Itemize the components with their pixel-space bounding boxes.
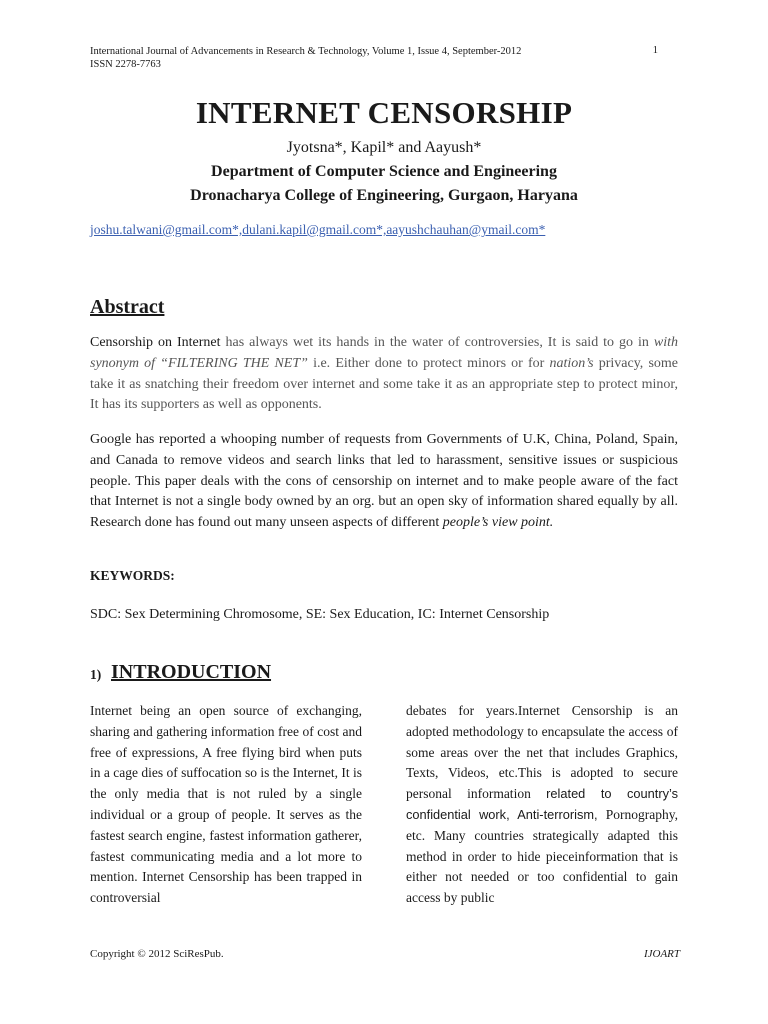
abstract-p2-text: Google has reported a whooping number of requests from Governments of U.K, China, Poland, Spain, and Canada to remove videos and search links that led to harassment, sensitive issues or suspicious people. This paper deals with the cons of censorship on internet and to make people aware of the fact that Internet is not a single body owned by an org. but an open sky of information shared equally by all. Research done has found out many unseen aspects of different (90, 432, 678, 531)
abstract-paragraph-1 (90, 333, 678, 416)
keywords-heading: KEYWORDS: (90, 568, 175, 583)
college: Dronacharya College of Engineering, Gurgaon, Haryana (190, 187, 578, 204)
intro-right-sans-text: related to country’s confidential work, Anti-terrorism, (406, 786, 678, 822)
authors: Jyotsna*, Kapil* and Aayush* (286, 139, 482, 156)
journal-abbreviation: IJOART (643, 948, 680, 960)
abstract-heading: Abstract (90, 296, 165, 318)
abstract-p1-lead: Censorship on Internet (90, 335, 221, 350)
abstract-paragraph-2 (90, 430, 678, 534)
page-number: 1 (652, 45, 658, 56)
abstract-p1-text-2: i.e. Either done to protect minors or for (307, 355, 550, 371)
abstract-p2-italic: people’s view point. (442, 515, 554, 531)
copyright-footer: Copyright © 2012 SciResPub. (90, 948, 224, 960)
department: Department of Computer Science and Engineering (211, 163, 557, 180)
abstract-p1-italic-2: nation’s (549, 355, 594, 371)
introduction-right-column (406, 701, 678, 909)
abstract-p1-italic: with synonym of “FILTERING THE NET” (90, 335, 679, 371)
intro-right-text: debates for years.Internet Censorship is an adopted methodology to encapsulate the access of some areas over the net that includes Graphics, Texts, Videos, etc.This is adopted to secure personal information (406, 703, 678, 802)
introduction-left-column: Internet being an open source of exchanging, sharing and gathering information free of cost and free of expressions, A free flying bird when puts in a cage dies of suffocation so is the Internet, It is the only media that is not ruled by a single individual or a group of people. It serves as the fastest search engine, fastest information gatherer, fastest communicating media and a lot more to mention. Internet Censorship has been trapped in controversial (90, 703, 362, 906)
paper-title: INTERNET CENSORSHIP (195, 95, 573, 130)
author-emails-link[interactable]: joshu.talwani@gmail.com*,dulani.kapil@gmail.com*,aayushchauhan@ymail.com* (90, 222, 546, 237)
introduction-heading: INTRODUCTION (111, 661, 272, 683)
intro-right-text-2: Pornography, etc. Many countries strategically adapted this method in order to hide pieceinformation that is either not needed or too confidential to gain access by public (406, 806, 678, 906)
running-header (90, 45, 680, 71)
abstract-p1-text-3: privacy, some take it as snatching their freedom over internet and some take it as an appropriate step to protect minor, It has its supporters as well as opponents. (90, 355, 678, 413)
journal-citation: International Journal of Advancements in Research & Technology, Volume 1, Issue 4, September-2012 (90, 46, 522, 57)
abstract-p1-text: has always wet its hands in the water of controversies, It is said to go in (220, 335, 654, 350)
issn: ISSN 2278-7763 (90, 59, 161, 70)
section-number: 1) (90, 667, 102, 682)
keywords-text: SDC: Sex Determining Chromosome, SE: Sex Education, IC: Internet Censorship (90, 607, 550, 622)
